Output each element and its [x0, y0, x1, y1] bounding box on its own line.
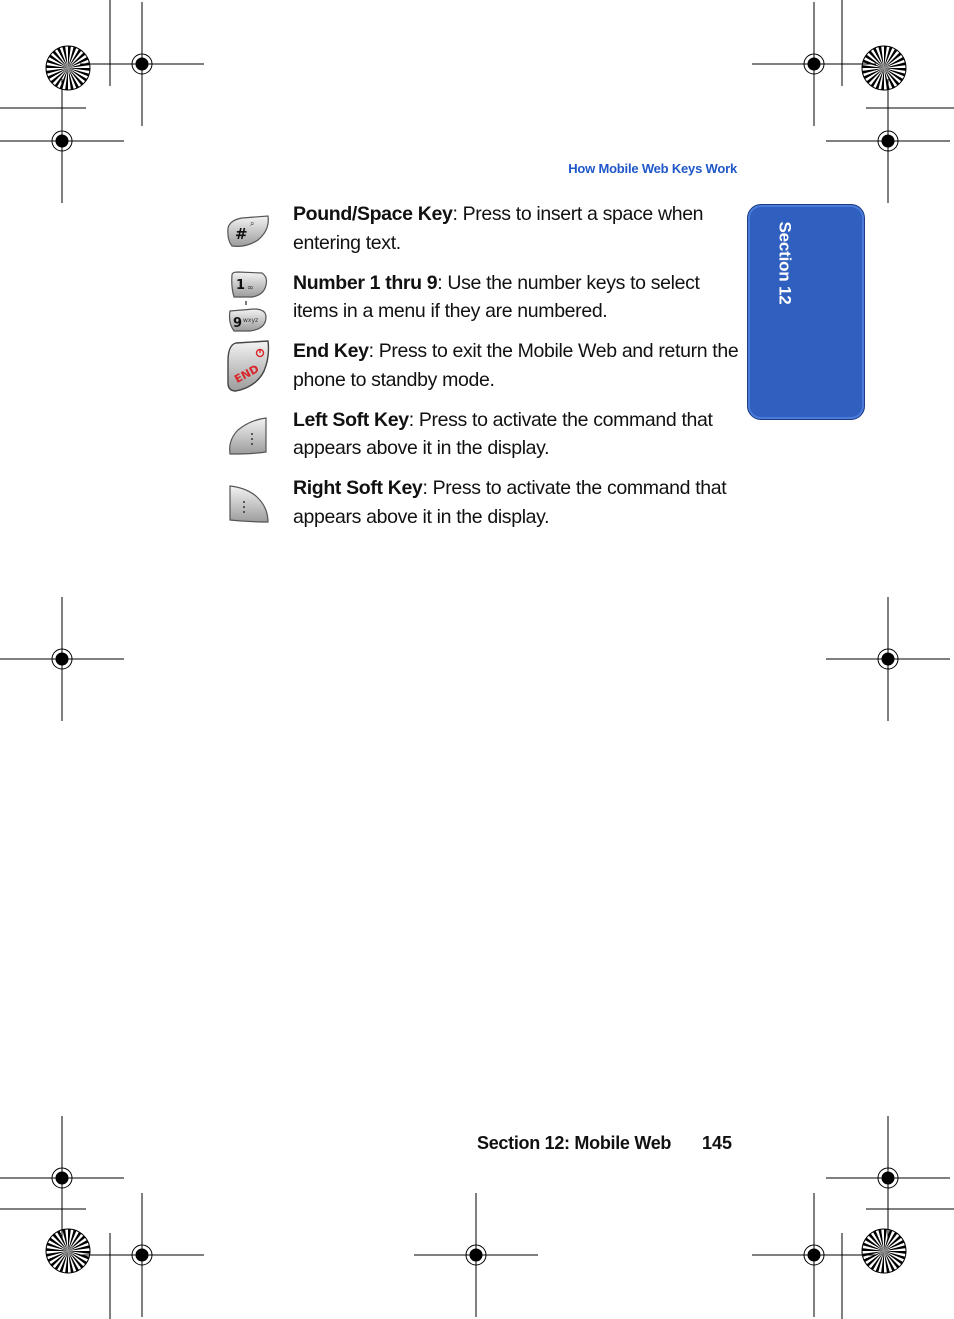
registration-starburst: [46, 46, 90, 90]
footer-section-title: Section 12: Mobile Web: [477, 1133, 672, 1153]
key-entry-pound: [224, 200, 739, 269]
key-list: [224, 200, 739, 543]
footer-page-number: 145: [702, 1133, 733, 1153]
key-entry-end: [224, 337, 739, 406]
registration-crosshair: [0, 597, 124, 721]
key-desc: : Press to activate the command that appears above it in the display.: [293, 477, 727, 528]
key-name: Left Soft Key: [293, 408, 409, 431]
registration-crosshair: [826, 1116, 950, 1240]
running-header: How Mobile Web Keys Work: [568, 161, 737, 176]
registration-crosshair: [414, 1193, 538, 1317]
svg-text:1: 1: [236, 277, 246, 293]
key-entry-number: [224, 269, 739, 338]
registration-crosshair: [826, 79, 950, 203]
key-desc: : Use the number keys to select items in a menu if they are numbered.: [293, 271, 700, 323]
registration-starburst: [862, 46, 906, 90]
left-soft-key-icon: [224, 412, 272, 464]
svg-text:END: END: [232, 362, 262, 387]
svg-text:wxyz: wxyz: [243, 316, 259, 324]
end-key-icon: [224, 339, 272, 395]
key-desc: : Press to exit the Mobile Web and return the phone to standby mode.: [293, 340, 739, 391]
registration-starburst: [862, 1229, 906, 1273]
svg-text:9: 9: [233, 315, 243, 331]
svg-text:⌕: ⌕: [250, 219, 255, 228]
registration-crosshair: [80, 1193, 204, 1317]
key-name: Right Soft Key: [293, 477, 423, 500]
key-name: Pound/Space Key: [293, 203, 453, 225]
number-keys-icon: [224, 271, 272, 335]
pound-key-icon: [224, 206, 272, 258]
registration-starburst: [46, 1229, 90, 1273]
right-soft-key-icon: [224, 480, 272, 532]
key-desc: : Press to activate the command that appears above it in the display.: [293, 408, 713, 460]
registration-crosshair: [752, 1193, 876, 1317]
registration-crosshair: [0, 79, 124, 203]
svg-text:∞: ∞: [247, 282, 254, 292]
key-name: Number 1 thru 9: [293, 271, 438, 294]
key-desc: : Press to insert a space when entering text.: [293, 203, 704, 254]
key-text-number: [293, 269, 739, 326]
registration-crosshair: [80, 2, 204, 126]
section-tab-label-wrap: [747, 204, 796, 418]
registration-crosshair: [0, 1116, 124, 1240]
section-tab-label: Section 12: [776, 221, 796, 305]
registration-crosshair: [826, 597, 950, 721]
svg-text:#: #: [235, 225, 248, 243]
key-name: End Key: [293, 340, 369, 363]
key-text-right-soft: [293, 474, 739, 531]
key-text-left-soft: [293, 406, 739, 463]
key-text-end: [293, 337, 739, 394]
key-entry-right-soft: [224, 474, 739, 543]
key-text-pound: [293, 200, 739, 257]
key-entry-left-soft: [224, 406, 739, 475]
registration-crosshair: [752, 2, 876, 126]
